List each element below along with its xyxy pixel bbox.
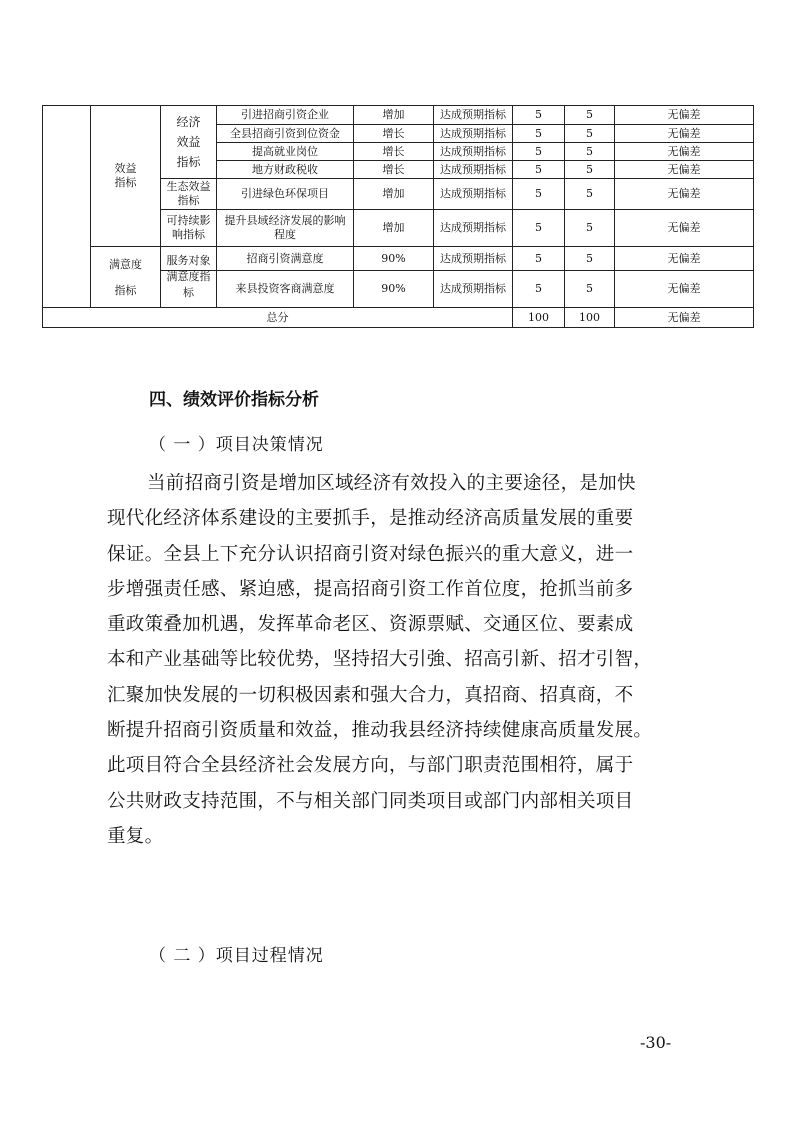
sub-economic-label: 经济 效益 指标: [176, 115, 201, 169]
row-8-name: 来县投资客商满意度: [235, 282, 335, 295]
subsection-2-title: （ 二 ）项目过程情况: [149, 946, 324, 966]
row-5-deviation: 无偏差: [667, 187, 701, 200]
sub-sustain-label: 可持续影 响指标: [166, 214, 211, 241]
row-3-result: 达成预期指标: [440, 144, 506, 158]
row-8-direction: 90%: [381, 282, 406, 295]
row-4-deviation: 无偏差: [667, 162, 701, 176]
row-5-direction: 增加: [382, 187, 405, 200]
page-number: -30-: [640, 1033, 672, 1052]
row-3-name: 提高就业岗位: [252, 144, 318, 158]
paragraph-line: 本和产业基础等比较优势，坚持招大引強、招高引新、招才引智，: [107, 649, 653, 671]
paragraph-line: 重政策叠加机遇，发挥革命老区、资源票赋、交通区位、要素成: [107, 614, 634, 636]
row-8-weight: 5: [535, 282, 542, 295]
row-4-direction: 增长: [382, 162, 405, 176]
row-6-direction: 增加: [382, 221, 405, 234]
row-1-name: 引进招商引资企业: [241, 108, 329, 121]
row-4-result: 达成预期指标: [440, 162, 506, 176]
row-6-result: 达成预期指标: [440, 221, 506, 234]
indicator-table: [42, 105, 754, 328]
row-5-weight: 5: [535, 187, 542, 200]
row-7-score: 5: [586, 251, 593, 265]
paragraph-line: 步增强责任感、紧迫感，提高招商引资工作首位度，抢抓当前多: [107, 578, 634, 600]
row-6-weight: 5: [535, 221, 542, 234]
row-1-score: 5: [586, 108, 593, 121]
paragraph-line: 汇聚加快发展的一切积极因素和强大合力，真招商、招真商，不: [107, 684, 634, 706]
paragraph-line: 现代化经济体系建设的主要抓手，是推动经济高质量发展的重要: [107, 508, 634, 530]
row-7-direction: 90%: [381, 251, 406, 265]
row-7-name: 招商引资满意度: [246, 251, 324, 265]
row-1-deviation: 无偏差: [667, 108, 701, 121]
paragraph-line: 公共财政支持范围，不与相关部门同类项目或部门内部相关项目: [107, 790, 634, 812]
row-7-weight: 5: [535, 251, 542, 265]
row-7-deviation: 无偏差: [667, 251, 701, 265]
paragraph-line: 当前招商引资是增加区域经济有效投入的主要途径，是加快: [147, 473, 636, 494]
row-3-score: 5: [586, 144, 593, 158]
row-6-score: 5: [586, 221, 593, 234]
group-effect-label: 效益 指标: [114, 162, 137, 189]
paragraph-line: 此项目符合全县经济社会发展方向，与部门职责范围相符，属于: [107, 755, 634, 777]
row-4-weight: 5: [535, 162, 542, 176]
sub-ecology-label: 生态效益 指标: [166, 180, 211, 207]
row-2-weight: 5: [535, 126, 542, 140]
row-2-direction: 增长: [382, 126, 405, 140]
row-4-score: 5: [586, 162, 593, 176]
sub-service-label: 服务对象 满意度指 标: [166, 254, 211, 299]
group-satisfaction-label: 满意度 指标: [109, 257, 142, 297]
section-heading: 四、绩效评价指标分析: [149, 390, 319, 410]
row-8-result: 达成预期指标: [440, 282, 506, 295]
row-3-weight: 5: [535, 144, 542, 158]
total-score: 100: [579, 310, 600, 324]
subsection-1-title: （ 一 ）项目决策情况: [149, 435, 324, 455]
row-5-name: 引进绿色环保项目: [241, 187, 329, 200]
paragraph-line: 保证。全县上下充分认识招商引资对绿色振兴的重大意义，进一: [107, 543, 634, 565]
row-1-direction: 增加: [382, 108, 405, 121]
row-8-score: 5: [586, 282, 593, 295]
decision-paragraph: [107, 466, 693, 854]
row-6-name: 提升县域经济发展的影响 程度: [224, 214, 346, 241]
row-2-score: 5: [586, 126, 593, 140]
row-5-result: 达成预期指标: [440, 187, 506, 200]
row-1-result: 达成预期指标: [440, 108, 506, 121]
row-6-deviation: 无偏差: [667, 221, 701, 234]
row-2-result: 达成预期指标: [440, 126, 506, 140]
row-3-direction: 增长: [382, 144, 405, 158]
row-7-result: 达成预期指标: [440, 251, 506, 265]
row-5-score: 5: [586, 187, 593, 200]
row-2-name: 全县招商引资到位资金: [230, 126, 340, 140]
row-1-weight: 5: [535, 108, 542, 121]
row-3-deviation: 无偏差: [667, 144, 701, 158]
total-deviation: 无偏差: [667, 310, 701, 324]
total-label: 总分: [266, 310, 289, 324]
total-weight: 100: [528, 310, 549, 324]
row-2-deviation: 无偏差: [667, 126, 701, 140]
paragraph-line: 断提升招商引资质量和效益，推动我县经济持续健康高质量发展。: [107, 720, 653, 742]
row-4-name: 地方财政税收: [252, 162, 318, 176]
row-8-deviation: 无偏差: [667, 282, 701, 295]
paragraph-line: 重复。: [107, 825, 164, 847]
